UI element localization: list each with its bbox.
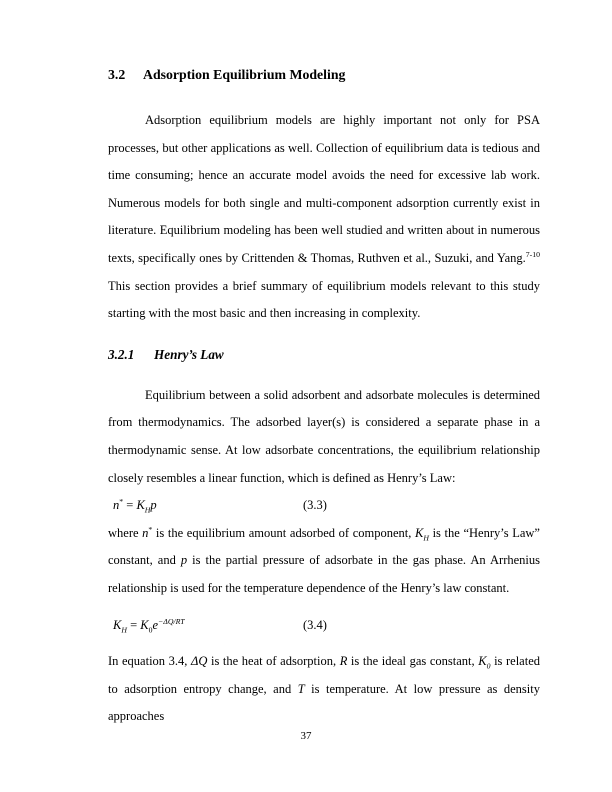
paragraph-henrys-constant: where n* is the equilibrium amount adsorbed of component, $K_H$ is the “Henry’s Law” constant, and p is the partial pressure of adsorbate in the gas phase. An Arrhenius relationship is used for the temperature dependence of the Henry’s law constant.: [108, 524, 540, 595]
paragraph-intro: Adsorption equilibrium models are highly important not only for PSA processes, but other applications as well. Collection of equilibrium data is tedious and time consuming; hence an accurate model avoids the need for excessive lab work. Numerous models for both single and multi-component adsorption currently exist in literature. Equilibrium modeling has been well studied and written about in numerous texts, specifically ones by Crittenden & Thomas, Ruthven et al., Suzuki, and Yang.$^{7-10}$ This section provides a brief summary of equilibrium models relevant to this study starting with the most basic and then increasing in complexity.: [108, 113, 540, 321]
section-title: Adsorption Equilibrium Modeling: [143, 67, 346, 82]
paragraph-henrys-law: Equilibrium between a solid adsorbent and adsorbate molecules is determined from thermodynamics. The adsorbed layer(s) is considered a separate phase in a thermodynamic sense. At low adsorbate concentrations, the equilibrium relationship closely resembles a linear function, which is defined as Henry’s Law:: [108, 387, 540, 485]
page-content: [108, 66, 540, 731]
page-number: 37: [300, 730, 312, 742]
equation-3-4-label: (3.4): [303, 617, 327, 632]
equation-3-3: [108, 492, 540, 520]
equation-3-3-label: (3.3): [303, 498, 327, 513]
paragraph-arrhenius: In equation 3.4, ΔQ is the heat of adsorption, R is the ideal gas constant, $K_0$ is related to adsorption entropy change, and T is temperature. At low pressure as density approaches: [108, 654, 540, 724]
section-number: 3.2: [108, 67, 126, 82]
section-heading: [108, 66, 540, 84]
equation-3-4-formula: $K_H = K_0e^{-\Delta Q/RT}$: [113, 616, 185, 634]
subsection-title: Henry’s Law: [154, 346, 224, 362]
equation-3-3-formula: $n^* = K_Hp$: [113, 496, 157, 515]
equation-3-4: [108, 612, 540, 640]
subsection-number: 3.2.1: [108, 346, 135, 362]
subsection-heading: [108, 346, 540, 364]
